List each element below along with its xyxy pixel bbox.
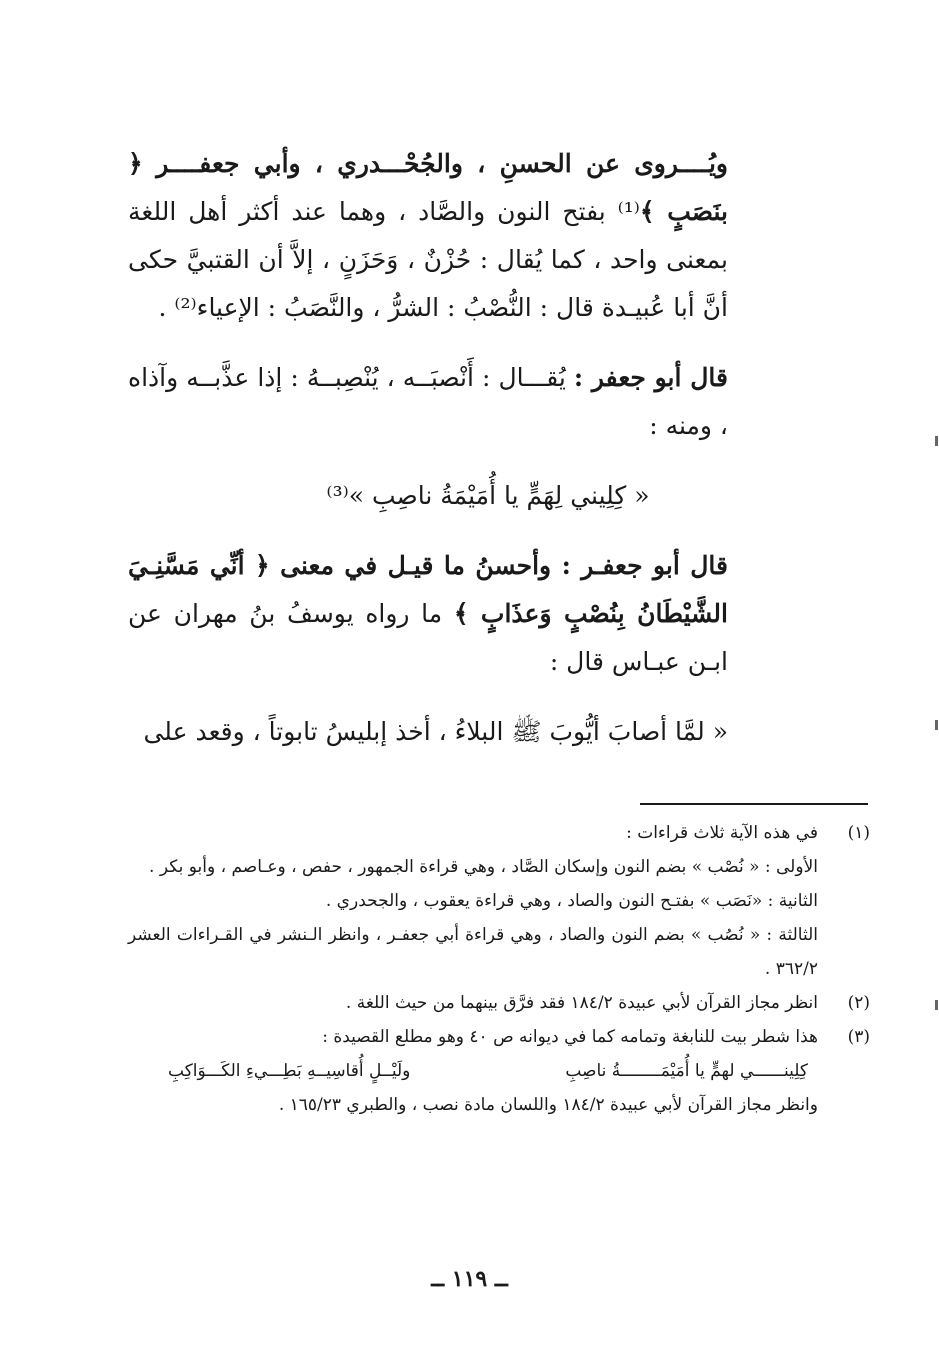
- poetry-verse: « كِلِيني لِهَمٍّ يا أُمَيْمَةُ ناصِبِ »⁽³⁾: [326, 481, 650, 510]
- footnote-divider: [640, 803, 868, 805]
- footnote-3-verse: [128, 1054, 870, 1088]
- scan-mark: [935, 720, 938, 730]
- paragraph-1-text: ⁽¹⁾ بفتح النون والصَّاد ، وهما عند أكثر أهل اللغة بمعنى واحد ، كما يُقال : حُزْنٌ ، وَحَزَنٍ ، إلاَّ أن القتبيَّ حكى أنَّ أبا عُبيـدة قال : النُّصْبُ : الشرُّ ، والنَّصَبُ : الإعياء⁽²⁾ .: [128, 197, 728, 322]
- paragraph-3-text: ما رواه يوسفُ بنُ مهران عن ابـن عبـاس قال :: [128, 599, 728, 676]
- paragraph-1-lead: ويُــــروى عن الحسنِ ، والجُحْـــدري ، وأبي جعفــــر: [156, 149, 728, 178]
- hemistich-second: ولَيْــلٍ أُقاسِيــهِ بَطِـــيءِ الكَـــوَاكِبِ: [168, 1061, 411, 1081]
- footnotes: [128, 816, 870, 1122]
- footnote-1-reading-2: الثانية : «نَصَب » بفتـح النون والصاد ، وهي قراءة يعقوب ، والجحدري .: [325, 891, 818, 911]
- footnote-1: [128, 816, 870, 850]
- hemistich-first: كِلِينــــــي لهمٍّ يا أُمَيْمَــــــــةُ ناصِبِ: [565, 1061, 808, 1081]
- footnote-2-number: (٢): [847, 993, 870, 1013]
- footnote-3: [128, 1020, 870, 1054]
- footnote-2-text: انظر مجاز القرآن لأبي عبيدة ١٨٤/٢ فقد فرَّق بينهما من حيث اللغة .: [345, 993, 818, 1013]
- paragraph-3-lead: قال أبو جعفـر : وأحسنُ ما قيـل في معنى ﴿ أنِّي مَسَّنِـيَ الشَّيْطَانُ بِنُصْبٍ وَعذَابٍ ﴾: [128, 551, 728, 628]
- paragraph-2: [128, 354, 788, 450]
- footnote-3-text: هذا شطر بيت للنابغة وتمامه كما في ديوانه ص ٤٠ وهو مطلع القصيدة :: [322, 1027, 818, 1047]
- paragraph-1: [128, 140, 788, 332]
- footnote-1-reading-3: الثالثة : « نُصُب » بضم النون والصاد ، وهي قراءة أبي جعفـر ، وانظر الـنشر في القـراءات العشر ٣٦٢/٢ .: [128, 925, 818, 979]
- footnote-1-number: (١): [847, 823, 870, 843]
- main-text: [128, 140, 788, 778]
- footnote-1-text: في هذه الآية ثلاث قراءات :: [626, 823, 818, 843]
- footnote-3-number: (٣): [847, 1027, 870, 1047]
- paragraph-2-text: يُقـــال : أَنْصبَــه ، يُنْصِبــهُ : إذا عذَّبــه وآذاه ، ومنه :: [128, 363, 728, 440]
- scan-mark: [935, 1000, 938, 1010]
- paragraph-3: [128, 542, 788, 686]
- paragraph-2-lead: قال أبو جعفر :: [573, 363, 728, 392]
- footnote-1-reading-1: الأولى : « نُصْب » بضم النون وإسكان الصَّاد ، وهي قراءة الجمهور ، حفص ، وعـاصم ، وأبو بكر .: [149, 857, 818, 877]
- page-number: ــ ١١٩ ــ: [431, 1266, 508, 1292]
- scan-mark: [935, 436, 938, 446]
- footnote-2: [128, 986, 870, 1020]
- footnote-3-references: وانظر مجاز القرآن لأبي عبيدة ١٨٤/٢ واللسان مادة نصب ، والطبري ١٦٥/٢٣ .: [278, 1095, 818, 1115]
- quran-quote-1: ﴿ بنَصَبٍ ﴾: [128, 149, 728, 226]
- paragraph-4: « لمَّا أصابَ أيُّوبَ ﷺ البلاءُ ، أخذ إبليسُ تابوتاً ، وقعد على: [143, 717, 728, 746]
